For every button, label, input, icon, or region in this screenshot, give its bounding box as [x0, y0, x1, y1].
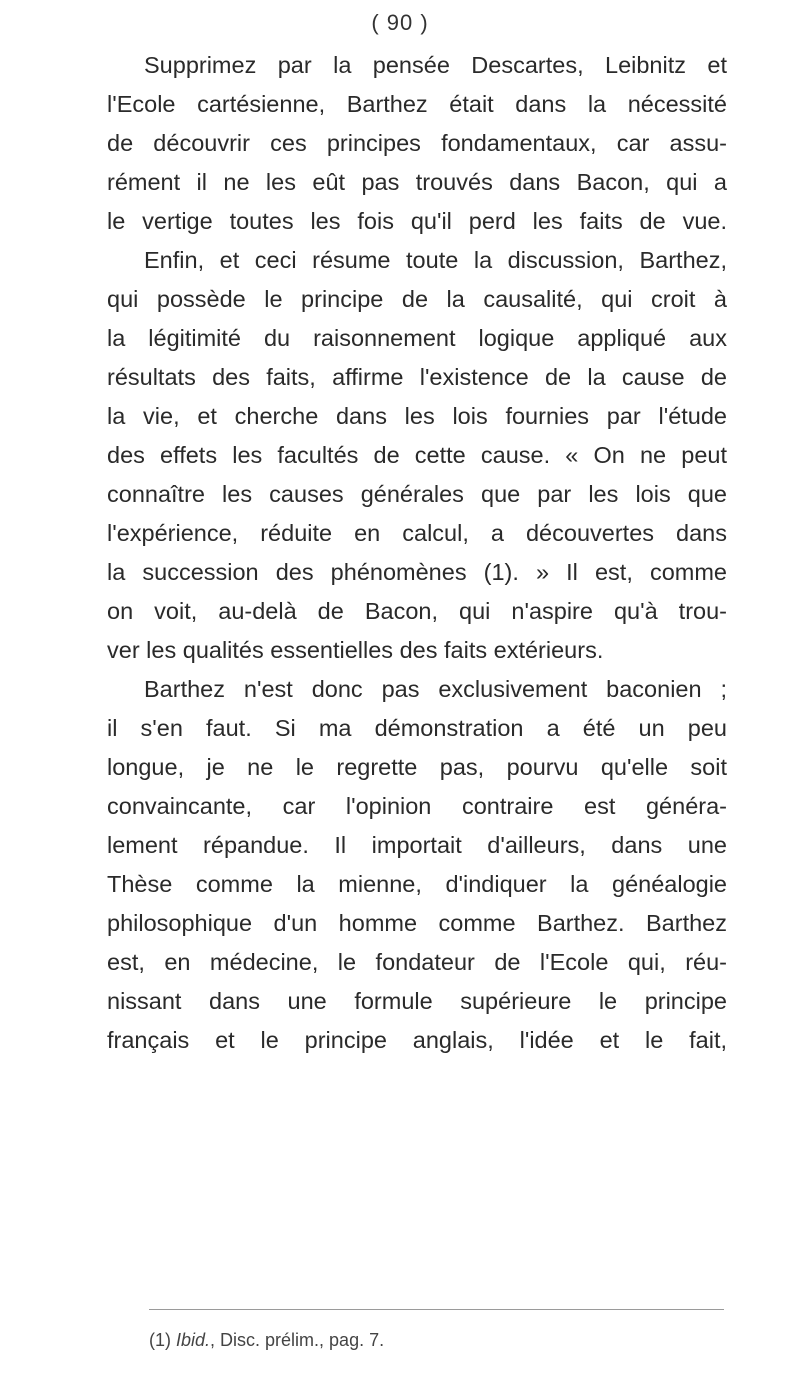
text-line: de découvrir ces principes fondamentaux, car assu-: [107, 130, 727, 156]
page-number: ( 90 ): [371, 10, 429, 35]
text-line: longue, je ne le regrette pas, pourvu qu'elle soit: [107, 754, 727, 780]
text-line: Supprimez par la pensée Descartes, Leibnitz et: [144, 52, 727, 78]
text-line: la légitimité du raisonnement logique appliqué aux: [107, 325, 727, 351]
footnote-ibid: Ibid.: [176, 1330, 211, 1350]
text-line: résultats des faits, affirme l'existence de la cause de: [107, 364, 727, 390]
footnote-divider: [149, 1309, 724, 1310]
text-line: Barthez n'est donc pas exclusivement baconien ;: [144, 676, 727, 702]
text-line: l'Ecole cartésienne, Barthez était dans la nécessité: [107, 91, 727, 117]
text-line: Enfin, et ceci résume toute la discussion, Barthez,: [144, 247, 727, 273]
text-line: Thèse comme la mienne, d'indiquer la généalogie: [107, 871, 727, 897]
text-line: lement répandue. Il importait d'ailleurs, dans une: [107, 832, 727, 858]
text-line: la vie, et cherche dans les lois fournies par l'étude: [107, 403, 727, 429]
text-line: philosophique d'un homme comme Barthez. Barthez: [107, 910, 727, 936]
text-line: l'expérience, réduite en calcul, a découvertes dans: [107, 520, 727, 546]
text-line: rément il ne les eût pas trouvés dans Bacon, qui a: [107, 169, 727, 195]
text-line: convaincante, car l'opinion contraire est généra-: [107, 793, 727, 819]
text-line: on voit, au-delà de Bacon, qui n'aspire qu'à trou-: [107, 598, 727, 624]
text-line: ver les qualités essentielles des faits extérieurs.: [107, 637, 604, 663]
text-line: il s'en faut. Si ma démonstration a été un peu: [107, 715, 727, 741]
text-line: connaître les causes générales que par les lois que: [107, 481, 727, 507]
text-line: le vertige toutes les fois qu'il perd les faits de vue.: [107, 208, 727, 234]
text-line: nissant dans une formule supérieure le principe: [107, 988, 727, 1014]
footnote: (1) Ibid., Disc. prélim., pag. 7.: [149, 1330, 385, 1350]
text-line: français et le principe anglais, l'idée et le fait,: [107, 1027, 727, 1053]
text-line: qui possède le principe de la causalité, qui croit à: [107, 286, 727, 312]
text-line: la succession des phénomènes (1). » Il est, comme: [107, 559, 727, 585]
body-text: [107, 46, 727, 1060]
text-line: des effets les facultés de cette cause. « On ne peut: [107, 442, 727, 468]
text-line: est, en médecine, le fondateur de l'Ecole qui, réu-: [107, 949, 727, 975]
